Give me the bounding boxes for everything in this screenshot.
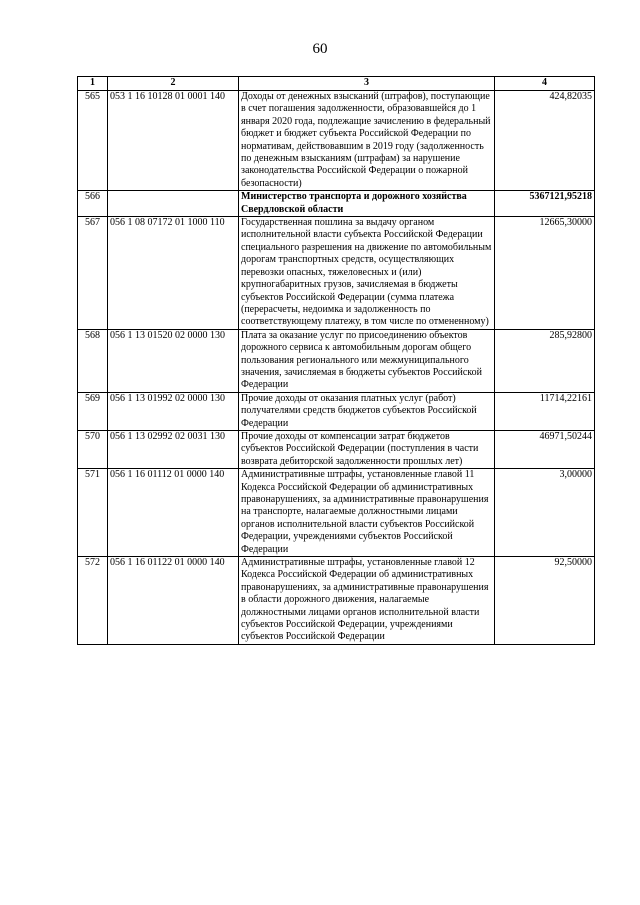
revenue-name: Государственная пошлина за выдачу органом исполнительной власти субъекта Российской Федерации специального разрешения на движение по автомобильным дорогам транспортных средств, осуществляющих перевозки опасных, тяжеловесных и (или) крупногабаритных грузов, зачисляемая в бюджеты субъектов Российской Федерации (сумма платежа (перерасчеты, недоимка и задолженность по соответствующему платежу, в том числе по отмененному) bbox=[239, 217, 495, 330]
budget-code: 056 1 13 01992 02 0000 130 bbox=[108, 392, 239, 430]
column-header-3: 3 bbox=[239, 77, 495, 91]
budget-code: 056 1 13 01520 02 0000 130 bbox=[108, 329, 239, 392]
budget-code: 056 1 13 02992 02 0031 130 bbox=[108, 430, 239, 468]
budget-code: 056 1 16 01112 01 0000 140 bbox=[108, 469, 239, 557]
table-row bbox=[78, 430, 595, 468]
budget-code: 056 1 08 07172 01 1000 110 bbox=[108, 217, 239, 330]
row-number: 571 bbox=[78, 469, 108, 557]
budget-code: 056 1 16 01122 01 0000 140 bbox=[108, 557, 239, 645]
revenue-name: Административные штрафы, установленные главой 12 Кодекса Российской Федерации об административных правонарушениях, за административные правонарушения в области дорожного движения, налагаемые должностными лицами органов исполнительной власти субъектов Российской Федерации, учреждениями субъектов Российской Федерации bbox=[239, 557, 495, 645]
table-row bbox=[78, 392, 595, 430]
row-number: 569 bbox=[78, 392, 108, 430]
row-number: 567 bbox=[78, 217, 108, 330]
row-number: 572 bbox=[78, 557, 108, 645]
table-row bbox=[78, 191, 595, 217]
column-header-4: 4 bbox=[495, 77, 595, 91]
revenue-table bbox=[77, 76, 595, 645]
amount: 11714,22161 bbox=[495, 392, 595, 430]
column-header-1: 1 bbox=[78, 77, 108, 91]
table-row bbox=[78, 557, 595, 645]
revenue-name: Доходы от денежных взысканий (штрафов), поступающие в счет погашения задолженности, образовавшейся до 1 января 2020 года, подлежащие зачислению в федеральный бюджет и бюджет субъекта Российской Федерации по нормативам, действовавшим в 2019 году (задолженность по денежным взысканиям (штрафам) за нарушение законодательства Российской Федерации о пожарной безопасности) bbox=[239, 91, 495, 191]
amount: 424,82035 bbox=[495, 91, 595, 191]
table-header-row bbox=[78, 77, 595, 91]
row-number: 568 bbox=[78, 329, 108, 392]
revenue-name: Плата за оказание услуг по присоединению объектов дорожного сервиса к автомобильным дорогам общего пользования регионального или межмуниципального значения, зачисляемая в бюджеты субъектов Российской Федерации bbox=[239, 329, 495, 392]
amount: 3,00000 bbox=[495, 469, 595, 557]
amount: 92,50000 bbox=[495, 557, 595, 645]
budget-code bbox=[108, 191, 239, 217]
row-number: 566 bbox=[78, 191, 108, 217]
column-header-2: 2 bbox=[108, 77, 239, 91]
revenue-name: Административные штрафы, установленные главой 11 Кодекса Российской Федерации об административных правонарушениях, за административные правонарушения на транспорте, налагаемые должностными лицами органов исполнительной власти субъектов Российской Федерации, учреждениями субъектов Российской Федерации bbox=[239, 469, 495, 557]
row-number: 565 bbox=[78, 91, 108, 191]
amount: 12665,30000 bbox=[495, 217, 595, 330]
budget-code: 053 1 16 10128 01 0001 140 bbox=[108, 91, 239, 191]
table-row bbox=[78, 329, 595, 392]
revenue-name: Прочие доходы от компенсации затрат бюджетов субъектов Российской Федерации (поступления в части возврата дебиторской задолженности прошлых лет) bbox=[239, 430, 495, 468]
amount: 285,92800 bbox=[495, 329, 595, 392]
amount: 46971,50244 bbox=[495, 430, 595, 468]
table-row bbox=[78, 469, 595, 557]
revenue-name: Министерство транспорта и дорожного хозяйства Свердловской области bbox=[239, 191, 495, 217]
amount: 5367121,95218 bbox=[495, 191, 595, 217]
row-number: 570 bbox=[78, 430, 108, 468]
table-row bbox=[78, 217, 595, 330]
table-row bbox=[78, 91, 595, 191]
revenue-name: Прочие доходы от оказания платных услуг (работ) получателями средств бюджетов субъектов Российской Федерации bbox=[239, 392, 495, 430]
page-number: 60 bbox=[312, 41, 328, 57]
